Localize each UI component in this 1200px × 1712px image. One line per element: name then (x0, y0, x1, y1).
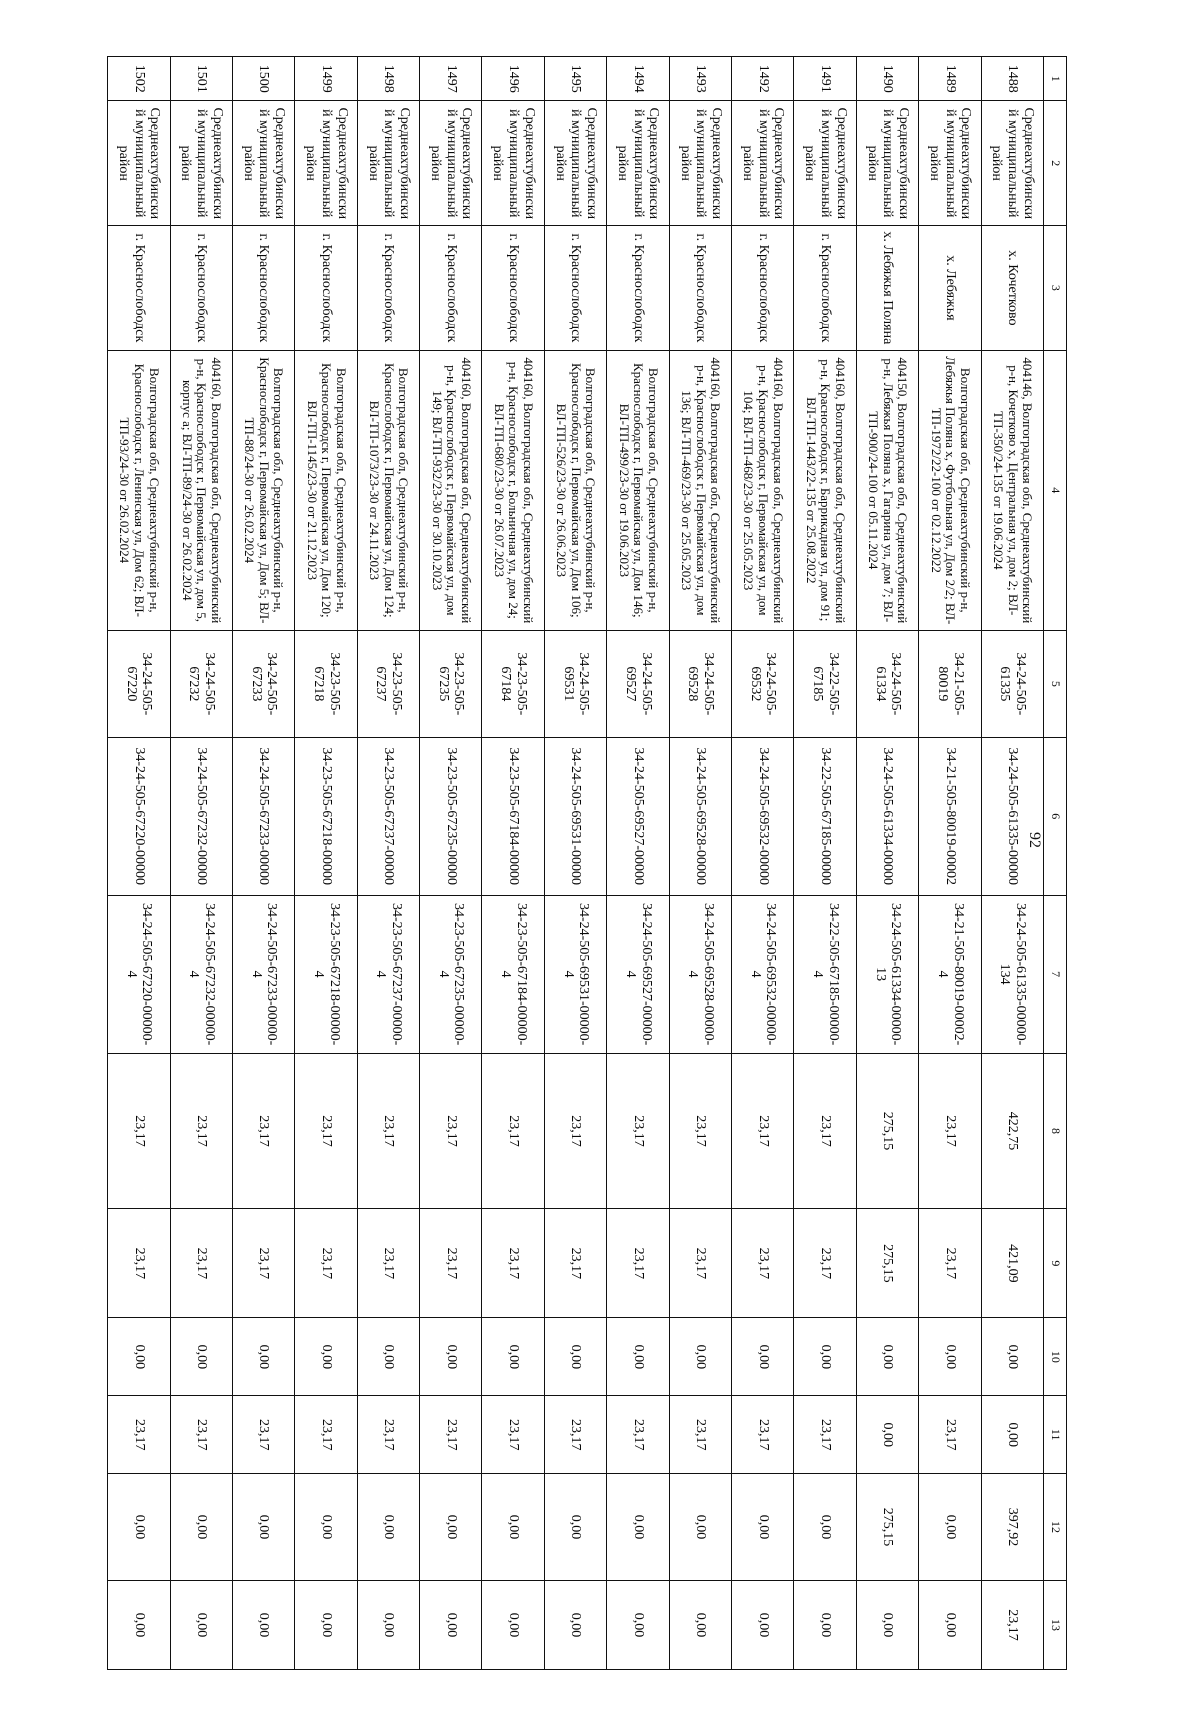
table-cell: 0,00 (295, 1318, 357, 1396)
table-cell: Среднеахтубинский муниципальный район (482, 101, 544, 226)
table-cell: 0,00 (607, 1474, 669, 1581)
table-container (107, 56, 1067, 1670)
table-cell: 275,15 (856, 1209, 918, 1318)
table-cell: 23,17 (732, 1053, 794, 1209)
table-cell: г. Краснослободск (482, 226, 544, 351)
table-cell: 23,17 (794, 1053, 856, 1209)
table-cell: 1495 (544, 57, 606, 101)
table-cell: 0,00 (482, 1474, 544, 1581)
table-row (544, 57, 606, 1670)
table-cell: 0,00 (669, 1580, 731, 1669)
table-cell: 404150, Волгоградская обл, Среднеахтубинский р-н, Лебяжья Поляна х, Гагарина ул, дом 7; ВЛ-ТП-900/24-100 от 05.11.2024 (856, 350, 918, 630)
column-header: 6 (1044, 737, 1067, 895)
table-cell: Волгоградская обл, Среднеахтубинский р-н, Краснослободск г, Первомайская ул, Дом 106; ВЛ-ТП-526/23-30 от 26.06.2023 (544, 350, 606, 630)
table-cell: Среднеахтубинский муниципальный район (794, 101, 856, 226)
table-cell: 23,17 (295, 1053, 357, 1209)
table-cell: 1494 (607, 57, 669, 101)
table-cell: 404160, Волгоградская обл, Среднеахтубинский р-н, Краснослободск г, Баррикадная ул, дом 91; ВЛ-ТП-1443/22-135 от 25.08.2022 (794, 350, 856, 630)
table-cell: 23,17 (544, 1396, 606, 1474)
table-cell: 34-24-505-69528-00000 (669, 737, 731, 895)
table-cell: 0,00 (544, 1474, 606, 1581)
table-cell: 23,17 (607, 1053, 669, 1209)
table-cell: г. Краснослободск (607, 226, 669, 351)
table-cell: 34-24-505-61334 (856, 630, 918, 737)
table-row (232, 57, 294, 1670)
page-number: 92 (1026, 832, 1043, 848)
table-cell: г. Краснослободск (295, 226, 357, 351)
table-cell: 1502 (108, 57, 171, 101)
table-cell: 23,17 (669, 1396, 731, 1474)
table-cell: 23,17 (108, 1396, 171, 1474)
table-cell: 23,17 (232, 1209, 294, 1318)
table-cell: 34-24-505-69527-00000-4 (607, 895, 669, 1053)
table-cell: 1488 (981, 57, 1043, 101)
table-cell: Среднеахтубинский муниципальный район (919, 101, 981, 226)
table-cell: 23,17 (357, 1053, 419, 1209)
table-cell: 23,17 (357, 1209, 419, 1318)
table-cell: 0,00 (794, 1580, 856, 1669)
table-cell: 0,00 (420, 1580, 482, 1669)
table-cell: 23,17 (482, 1053, 544, 1209)
table-cell: 0,00 (856, 1396, 918, 1474)
table-cell: 34-24-505-67232-00000 (170, 737, 232, 895)
table-cell: 0,00 (981, 1396, 1043, 1474)
table-cell: 23,17 (607, 1209, 669, 1318)
table-cell: 34-23-505-67184-00000 (482, 737, 544, 895)
table-cell: 0,00 (607, 1318, 669, 1396)
table-cell: 34-24-505-69532-00000-4 (732, 895, 794, 1053)
table-cell: 0,00 (357, 1318, 419, 1396)
table-cell: 0,00 (170, 1318, 232, 1396)
column-header: 11 (1044, 1396, 1067, 1474)
table-cell: 23,17 (732, 1396, 794, 1474)
table-cell: 0,00 (732, 1580, 794, 1669)
table-cell: 34-24-505-67233-00000 (232, 737, 294, 895)
table-cell: 404146, Волгоградская обл, Среднеахтубинский р-н, Кочетково х, Центральная ул, дом 2; ВЛ-ТП-350/24-135 от 19.06.2024 (981, 350, 1043, 630)
table-cell: 34-24-505-67232 (170, 630, 232, 737)
table-cell: 1497 (420, 57, 482, 101)
table-cell: Среднеахтубинский муниципальный район (732, 101, 794, 226)
table-cell: 34-21-505-80019-00002-4 (919, 895, 981, 1053)
table-cell: 23,17 (295, 1396, 357, 1474)
column-header: 12 (1044, 1474, 1067, 1581)
table-cell: 34-23-505-67237 (357, 630, 419, 737)
table-cell: 34-24-505-69528 (669, 630, 731, 737)
table-cell: 0,00 (732, 1474, 794, 1581)
table-cell: 23,17 (794, 1396, 856, 1474)
table-header (1044, 57, 1067, 1670)
table-cell: Волгоградская обл, Среднеахтубинский р-н, Краснослободск г, Первомайская ул, Дом 124; ВЛ-ТП-1073/23-30 от 24.11.2023 (357, 350, 419, 630)
table-cell: 34-23-505-67218-00000 (295, 737, 357, 895)
table-cell: 23,17 (295, 1209, 357, 1318)
table-cell: 0,00 (420, 1318, 482, 1396)
table-cell: 0,00 (295, 1474, 357, 1581)
table-cell: 34-23-505-67235-00000-4 (420, 895, 482, 1053)
table-cell: 0,00 (357, 1474, 419, 1581)
table-cell: 404160, Волгоградская обл, Среднеахтубинский р-н, Краснослободск г, Первомайская ул, дом 104; ВЛ-ТП-468/23-30 от 25.05.2023 (732, 350, 794, 630)
table-cell: 23,17 (170, 1396, 232, 1474)
table-cell: 0,00 (170, 1474, 232, 1581)
table-cell: 34-24-505-61335-00000 (981, 737, 1043, 895)
table-cell: 0,00 (732, 1318, 794, 1396)
table-cell: 34-24-505-69527 (607, 630, 669, 737)
table-row (170, 57, 232, 1670)
table-cell: 0,00 (295, 1580, 357, 1669)
table-cell: 0,00 (232, 1580, 294, 1669)
table-cell: 34-23-505-67218 (295, 630, 357, 737)
table-cell: 0,00 (482, 1318, 544, 1396)
table-cell: 34-23-505-67235-00000 (420, 737, 482, 895)
table-cell: 0,00 (108, 1580, 171, 1669)
table-cell: 404160, Волгоградская обл, Среднеахтубинский р-н, Краснослободск г, Первомайская ул, дом 136; ВЛ-ТП-469/23-30 от 25.05.2023 (669, 350, 731, 630)
table-cell: 23,17 (794, 1209, 856, 1318)
table-cell: Среднеахтубинский муниципальный район (108, 101, 171, 226)
table-cell: 1500 (232, 57, 294, 101)
table-cell: 0,00 (544, 1318, 606, 1396)
table-cell: Волгоградская обл, Среднеахтубинский р-н, Краснослободск г, Первомайская ул, Дом 120; ВЛ-ТП-1145/23-30 от 21.12.2023 (295, 350, 357, 630)
table-cell: 0,00 (482, 1580, 544, 1669)
table-cell: 0,00 (919, 1474, 981, 1581)
column-header: 8 (1044, 1053, 1067, 1209)
table-cell: г. Краснослободск (544, 226, 606, 351)
table-cell: Среднеахтубинский муниципальный район (544, 101, 606, 226)
table-cell: 34-24-505-67233-00000-4 (232, 895, 294, 1053)
table-cell: 34-21-505-80019 (919, 630, 981, 737)
table-cell: Среднеахтубинский муниципальный район (856, 101, 918, 226)
table-cell: 23,17 (170, 1053, 232, 1209)
table-cell: 0,00 (420, 1474, 482, 1581)
table-cell: 34-24-505-61334-00000-13 (856, 895, 918, 1053)
table-cell: х. Лебяжья (919, 226, 981, 351)
table-cell: 34-24-505-61335 (981, 630, 1043, 737)
table-cell: 0,00 (544, 1580, 606, 1669)
table-cell: 34-24-505-61335-00000-134 (981, 895, 1043, 1053)
table-row (981, 57, 1043, 1670)
column-header: 5 (1044, 630, 1067, 737)
table-cell: 1499 (295, 57, 357, 101)
table-cell: 23,17 (607, 1396, 669, 1474)
table-cell: 1498 (357, 57, 419, 101)
table-cell: 1496 (482, 57, 544, 101)
column-header: 2 (1044, 101, 1067, 226)
table-cell: 23,17 (919, 1053, 981, 1209)
table-cell: 34-24-505-69531-00000 (544, 737, 606, 895)
table-cell: 0,00 (919, 1580, 981, 1669)
table-cell: Среднеахтубинский муниципальный район (607, 101, 669, 226)
table-cell: Волгоградская обл, Среднеахтубинский р-н, Краснослободск г, Ленинская ул, Дом 62; ВЛ-ТП-93/24-30 от 26.02.2024 (108, 350, 171, 630)
column-header: 9 (1044, 1209, 1067, 1318)
header-row (1044, 57, 1067, 1670)
table-cell: 404160, Волгоградская обл, Среднеахтубинский р-н, Краснослободск г, Больничная ул, дом 24; ВЛ-ТП-680/23-30 от 26.07.2023 (482, 350, 544, 630)
table-cell: г. Краснослободск (108, 226, 171, 351)
table-cell: 0,00 (669, 1318, 731, 1396)
table-cell: г. Краснослободск (420, 226, 482, 351)
table-row (732, 57, 794, 1670)
table-cell: 23,17 (981, 1580, 1043, 1669)
table-cell: 23,17 (232, 1053, 294, 1209)
table-cell: Среднеахтубинский муниципальный район (232, 101, 294, 226)
table-row (794, 57, 856, 1670)
table-cell: 0,00 (108, 1474, 171, 1581)
table-cell: Среднеахтубинский муниципальный район (170, 101, 232, 226)
column-header: 10 (1044, 1318, 1067, 1396)
table-cell: 0,00 (108, 1318, 171, 1396)
table-cell: г. Краснослободск (732, 226, 794, 351)
table-cell: 0,00 (357, 1580, 419, 1669)
table-cell: 422,75 (981, 1053, 1043, 1209)
column-header: 7 (1044, 895, 1067, 1053)
table-cell: 34-24-505-67233 (232, 630, 294, 737)
table-cell: 23,17 (357, 1396, 419, 1474)
table-cell: 1492 (732, 57, 794, 101)
table-cell: 1501 (170, 57, 232, 101)
table-cell: Среднеахтубинский муниципальный район (420, 101, 482, 226)
table-cell: 34-24-505-67220 (108, 630, 171, 737)
table-cell: х. Лебяжья Поляна (856, 226, 918, 351)
table-cell: 34-23-505-67235 (420, 630, 482, 737)
table-row (919, 57, 981, 1670)
table-cell: 34-24-505-69531-00000-4 (544, 895, 606, 1053)
table-cell: 34-23-505-67237-00000-4 (357, 895, 419, 1053)
table-cell: 1489 (919, 57, 981, 101)
table-row (357, 57, 419, 1670)
table-cell: 404160, Волгоградская обл, Среднеахтубинский р-н, Краснослободск г, Первомайская ул, дом 5, корпус а; ВЛ-ТП-89/24-30 от 26.02.2024 (170, 350, 232, 630)
table-cell: 23,17 (669, 1209, 731, 1318)
table-cell: 23,17 (732, 1209, 794, 1318)
table-row (420, 57, 482, 1670)
table-cell: 397,92 (981, 1474, 1043, 1581)
table-cell: 23,17 (420, 1053, 482, 1209)
table-cell: 23,17 (544, 1209, 606, 1318)
table-cell: 23,17 (232, 1396, 294, 1474)
table-cell: 34-24-505-69532-00000 (732, 737, 794, 895)
table-cell: 421,09 (981, 1209, 1043, 1318)
table-cell: 34-22-505-67185 (794, 630, 856, 737)
table-cell: Волгоградская обл, Среднеахтубинский р-н, Краснослободск г, Первомайская ул, Дом 146; ВЛ-ТП-499/23-30 от 19.06.2023 (607, 350, 669, 630)
table-cell: 23,17 (919, 1209, 981, 1318)
table-cell: 0,00 (669, 1474, 731, 1581)
table-row (669, 57, 731, 1670)
table-cell: 23,17 (482, 1396, 544, 1474)
table-cell: г. Краснослободск (669, 226, 731, 351)
table-cell: 275,15 (856, 1474, 918, 1581)
table-cell: г. Краснослободск (232, 226, 294, 351)
table-cell: 34-22-505-67185-00000-4 (794, 895, 856, 1053)
table-cell: Среднеахтубинский муниципальный район (357, 101, 419, 226)
table-cell: 1493 (669, 57, 731, 101)
table-cell: 23,17 (482, 1209, 544, 1318)
table-cell: 23,17 (108, 1209, 171, 1318)
table-cell: 34-24-505-67220-00000-4 (108, 895, 171, 1053)
table-cell: Среднеахтубинский муниципальный район (669, 101, 731, 226)
table-cell: 34-22-505-67185-00000 (794, 737, 856, 895)
table-cell: 23,17 (919, 1396, 981, 1474)
table-cell: 1490 (856, 57, 918, 101)
data-table (107, 56, 1067, 1670)
table-cell: 23,17 (544, 1053, 606, 1209)
table-cell: 23,17 (108, 1053, 171, 1209)
table-cell: х. Кочетково (981, 226, 1043, 351)
table-cell: 34-24-505-69531 (544, 630, 606, 737)
table-cell: 0,00 (856, 1580, 918, 1669)
table-row (295, 57, 357, 1670)
table-cell: 23,17 (669, 1053, 731, 1209)
table-cell: 34-24-505-69527-00000 (607, 737, 669, 895)
table-cell: 34-24-505-61334-00000 (856, 737, 918, 895)
column-header: 3 (1044, 226, 1067, 351)
table-cell: 0,00 (981, 1318, 1043, 1396)
table-cell: 1491 (794, 57, 856, 101)
table-cell: 34-24-505-69532 (732, 630, 794, 737)
table-body (108, 57, 1044, 1670)
table-cell: 404160, Волгоградская обл, Среднеахтубинский р-н, Краснослободск г, Первомайская ул, дом 149; ВЛ-ТП-932/23-30 от 30.10.2023 (420, 350, 482, 630)
table-cell: 34-24-505-67220-00000 (108, 737, 171, 895)
table-cell: 34-23-505-67184-00000-4 (482, 895, 544, 1053)
table-cell: Среднеахтубинский муниципальный район (295, 101, 357, 226)
table-cell: 0,00 (794, 1474, 856, 1581)
table-row (607, 57, 669, 1670)
table-cell: 34-24-505-69528-00000-4 (669, 895, 731, 1053)
table-cell: 0,00 (794, 1318, 856, 1396)
table-cell: 34-23-505-67184 (482, 630, 544, 737)
table-cell: 23,17 (170, 1209, 232, 1318)
table-cell: 275,15 (856, 1053, 918, 1209)
table-cell: Волгоградская обл, Среднеахтубинский р-н, Лебяжья Поляна х, Футбольная ул, Дом 2/2; ВЛ-ТП-1972/22-100 от 02.12.2022 (919, 350, 981, 630)
table-cell: 34-21-505-80019-00002 (919, 737, 981, 895)
table-cell: 0,00 (856, 1318, 918, 1396)
table-cell: 0,00 (607, 1580, 669, 1669)
table-row (856, 57, 918, 1670)
table-cell: Среднеахтубинский муниципальный район (981, 101, 1043, 226)
column-header: 1 (1044, 57, 1067, 101)
table-cell: 23,17 (420, 1396, 482, 1474)
column-header: 13 (1044, 1580, 1067, 1669)
table-cell: Волгоградская обл, Среднеахтубинский р-н, Краснослободск г, Первомайская ул, Дом 5; ВЛ-ТП-88/24-30 от 26.02.2024 (232, 350, 294, 630)
table-cell: 34-23-505-67237-00000 (357, 737, 419, 895)
table-cell: 34-23-505-67218-00000-4 (295, 895, 357, 1053)
table-row (108, 57, 171, 1670)
table-cell: г. Краснослободск (170, 226, 232, 351)
table-cell: г. Краснослободск (794, 226, 856, 351)
column-header: 4 (1044, 350, 1067, 630)
table-cell: 0,00 (232, 1474, 294, 1581)
table-cell: 34-24-505-67232-00000-4 (170, 895, 232, 1053)
table-cell: 23,17 (420, 1209, 482, 1318)
table-row (482, 57, 544, 1670)
table-cell: 0,00 (232, 1318, 294, 1396)
table-cell: 0,00 (170, 1580, 232, 1669)
table-cell: г. Краснослободск (357, 226, 419, 351)
rotated-table-frame (107, 56, 1067, 1670)
table-cell: 0,00 (919, 1318, 981, 1396)
